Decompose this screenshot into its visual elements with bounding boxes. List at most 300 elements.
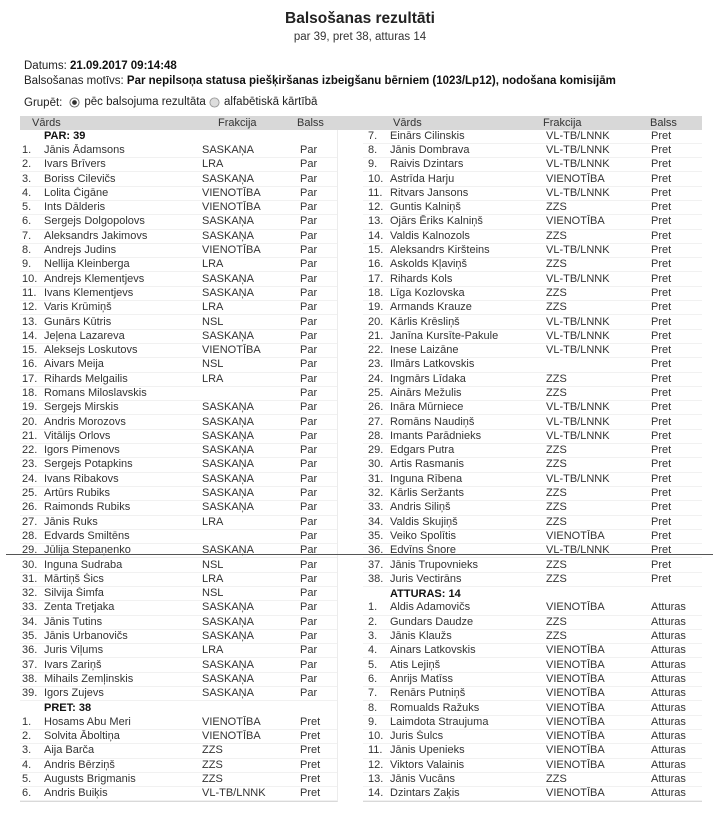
row-number: 18. (368, 286, 384, 299)
row-number: 1. (22, 143, 32, 156)
row-number: 17. (22, 372, 38, 385)
table-row (363, 430, 702, 444)
faction: VL-TB/LNNK (546, 415, 610, 428)
row-number: 16. (22, 358, 38, 371)
row-number: 2. (22, 730, 32, 743)
faction: VL-TB/LNNK (546, 244, 610, 257)
faction: SASKAŅA (202, 630, 254, 643)
member-name: Renārs Putniņš (390, 687, 466, 700)
table-header-right (363, 116, 702, 130)
table-row (363, 344, 702, 358)
table-row (20, 373, 337, 387)
vote-value: Par (300, 344, 318, 357)
faction: SASKAŅA (202, 472, 254, 485)
vote-value: Atturas (651, 744, 686, 757)
row-number: 5. (368, 658, 378, 671)
member-name: Sergejs Dolgopolovs (44, 215, 145, 228)
vote-value: Par (300, 429, 318, 442)
member-name: Romāns Naudiņš (390, 415, 475, 428)
table-row (363, 401, 702, 415)
member-name: Andris Siliņš (390, 501, 451, 514)
table-row (20, 330, 337, 344)
vote-value: Par (300, 529, 318, 542)
member-name: Rihards Melgailis (44, 372, 128, 385)
table-row (20, 573, 337, 587)
member-name: Lolita Čigāne (44, 186, 109, 199)
table-row (363, 630, 702, 644)
row-number: 21. (22, 429, 38, 442)
member-name: Jānis Trupovnieks (390, 558, 479, 571)
radio-icon[interactable] (209, 97, 220, 108)
table-row (20, 759, 337, 773)
table-row (20, 687, 337, 701)
table-row (20, 716, 337, 730)
page-break-line (6, 554, 713, 555)
table-row (20, 730, 337, 744)
table-row (363, 387, 702, 401)
faction: SASKAŅA (202, 143, 254, 156)
faction: SASKAŅA (202, 229, 254, 242)
table-row (20, 587, 337, 601)
row-number: 15. (368, 244, 384, 257)
table-row (363, 258, 702, 272)
faction: ZZS (546, 301, 567, 314)
table-header-band (20, 116, 702, 130)
vote-value: Par (300, 672, 318, 685)
table-row (363, 130, 702, 144)
vote-value: Atturas (651, 630, 686, 643)
member-name: Juris Viļums (44, 644, 104, 657)
member-name: Ivars Brīvers (44, 158, 106, 171)
table-row (363, 172, 702, 186)
motive-value: Par nepilsoņa statusa piešķiršanas izbeigšanu bērniem (1023/Lp12), nodošana komisijām (126, 75, 616, 87)
row-number: 12. (368, 201, 384, 214)
column-header-faction: Frakcija (543, 116, 582, 129)
vote-value: Pret (651, 272, 672, 285)
vote-value: Par (300, 515, 318, 528)
vote-value: Atturas (651, 658, 686, 671)
motive-line (24, 74, 720, 89)
date-line (24, 59, 720, 74)
date-label: Datums: (24, 60, 67, 72)
faction: ZZS (546, 229, 567, 242)
vote-value: Atturas (651, 715, 686, 728)
row-number: 31. (22, 572, 38, 585)
table-row (20, 130, 337, 144)
table-row (20, 387, 337, 401)
vote-value: Par (300, 572, 318, 585)
row-number: 4. (22, 186, 32, 199)
table-row (20, 473, 337, 487)
vote-value: Pret (300, 773, 321, 785)
row-number: 19. (368, 301, 384, 314)
row-number: 36. (22, 644, 38, 657)
faction: VL-TB/LNNK (546, 186, 610, 199)
member-name: PRET: 38 (44, 702, 92, 715)
member-name: PAR: 39 (44, 130, 86, 143)
faction: SASKAŅA (202, 687, 254, 700)
vote-value: Par (300, 644, 318, 657)
table-row (20, 172, 337, 186)
vote-value: Pret (651, 386, 672, 399)
vote-value: Par (300, 386, 318, 399)
member-name: Jānis Dombrava (390, 143, 470, 156)
faction: VIENOTĪBA (546, 758, 605, 771)
faction: ZZS (546, 372, 567, 385)
member-name: Jānis Tutins (44, 615, 103, 628)
faction: SASKAŅA (202, 172, 254, 185)
meta-block (24, 59, 720, 89)
member-name: Ivans Ribakovs (44, 472, 119, 485)
faction: VL-TB/LNNK (546, 143, 610, 156)
table-row (20, 601, 337, 615)
faction: SASKAŅA (202, 215, 254, 228)
vote-value: Atturas (651, 687, 686, 700)
faction: SASKAŅA (202, 487, 254, 500)
row-number: 10. (368, 172, 384, 185)
vote-value: Pret (651, 572, 672, 585)
vote-value: Pret (651, 458, 672, 471)
faction: ZZS (546, 487, 567, 500)
faction: ZZS (546, 458, 567, 471)
row-number: 2. (22, 158, 32, 171)
table-row (20, 258, 337, 272)
member-name: Augusts Brigmanis (44, 773, 136, 785)
vote-value: Par (300, 558, 318, 571)
faction: VIENOTĪBA (546, 744, 605, 757)
table-row (363, 716, 702, 730)
member-name: Armands Krauze (390, 301, 472, 314)
vote-value: Par (300, 358, 318, 371)
radio-option-label[interactable]: pēc balsojuma rezultāta (84, 96, 206, 108)
row-number: 29. (22, 544, 38, 557)
member-name: Anrijs Matīss (390, 672, 453, 685)
row-number: 1. (22, 715, 32, 728)
member-name: Inguna Rībena (390, 472, 463, 485)
table-row (363, 230, 702, 244)
member-name: Hosams Abu Meri (44, 715, 131, 728)
faction: SASKAŅA (202, 672, 254, 685)
group-by-radio-option[interactable] (209, 96, 317, 108)
row-number: 12. (368, 758, 384, 771)
vote-value: Pret (651, 429, 672, 442)
member-name: Rihards Kols (390, 272, 453, 285)
vote-value: Par (300, 587, 318, 600)
member-name: Andrejs Klementjevs (44, 272, 145, 285)
row-number: 13. (368, 773, 384, 785)
faction: LRA (202, 515, 224, 528)
faction: VIENOTĪBA (546, 172, 605, 185)
row-number: 7. (368, 687, 378, 700)
table-row (363, 573, 702, 587)
vote-value: Pret (651, 215, 672, 228)
faction: ZZS (546, 286, 567, 299)
faction: ZZS (546, 630, 567, 643)
row-number: 27. (368, 415, 384, 428)
table-row (363, 530, 702, 544)
row-number: 2. (368, 615, 378, 628)
vote-value: Par (300, 472, 318, 485)
faction: VL-TB/LNNK (546, 472, 610, 485)
table-row (363, 759, 702, 773)
member-name: Janīna Kursīte-Pakule (390, 329, 499, 342)
row-number: 20. (368, 315, 384, 328)
faction: VIENOTĪBA (546, 658, 605, 671)
member-name: Valdis Skujiņš (390, 515, 458, 528)
faction: SASKAŅA (202, 429, 254, 442)
member-name: Imants Parādnieks (390, 429, 482, 442)
faction: VL-TB/LNNK (546, 329, 610, 342)
row-number: 6. (22, 215, 32, 228)
faction: ZZS (546, 773, 567, 785)
vote-value: Par (300, 186, 318, 199)
member-name: Aivars Meija (44, 358, 104, 371)
member-name: Inguna Sudraba (44, 558, 123, 571)
row-number: 37. (22, 658, 38, 671)
table-row (363, 673, 702, 687)
member-name: Gunārs Kūtris (44, 315, 112, 328)
vote-value: Par (300, 244, 318, 257)
row-number: 8. (22, 244, 32, 257)
vote-value: Par (300, 329, 318, 342)
row-number: 5. (22, 773, 32, 785)
vote-value: Par (300, 258, 318, 271)
table-row (20, 744, 337, 758)
row-number: 25. (22, 487, 38, 500)
table-row (20, 701, 337, 715)
vote-value: Pret (651, 487, 672, 500)
faction: VL-TB/LNNK (546, 315, 610, 328)
faction: VIENOTĪBA (546, 644, 605, 657)
member-name: Jānis Ādamsons (44, 143, 125, 156)
table-row (20, 144, 337, 158)
group-by-radio-option[interactable] (69, 96, 205, 108)
vote-value: Pret (651, 186, 672, 199)
group-by-label: Grupēt: (24, 97, 63, 110)
vote-value: Atturas (651, 672, 686, 685)
row-number: 39. (22, 687, 38, 700)
table-row (363, 687, 702, 701)
table-row (363, 516, 702, 530)
row-number: 23. (368, 358, 384, 371)
table-row (363, 658, 702, 672)
member-name: Artūrs Rubiks (44, 487, 111, 500)
faction: SASKAŅA (202, 444, 254, 457)
table-row (20, 301, 337, 315)
table-row (363, 787, 702, 801)
faction: SASKAŅA (202, 415, 254, 428)
table-row (20, 673, 337, 687)
vote-value: Par (300, 158, 318, 171)
table-row (20, 430, 337, 444)
row-number: 11. (22, 286, 37, 299)
faction: ZZS (546, 515, 567, 528)
table-row (363, 587, 702, 601)
row-number: 19. (22, 401, 38, 414)
vote-value: Pret (651, 244, 672, 257)
row-number: 6. (368, 672, 378, 685)
row-number: 29. (368, 444, 384, 457)
row-number: 34. (22, 615, 38, 628)
table-row (20, 444, 337, 458)
member-name: Solvita Āboltiņa (44, 730, 120, 743)
row-number: 13. (22, 315, 38, 328)
row-number: 8. (368, 701, 378, 714)
vote-value: Par (300, 415, 318, 428)
faction: VIENOTĪBA (546, 687, 605, 700)
table-row (20, 401, 337, 415)
table-row (363, 144, 702, 158)
table-row (20, 272, 337, 286)
date-value: 21.09.2017 09:14:48 (70, 60, 177, 72)
member-name: Raivis Dzintars (390, 158, 464, 171)
member-name: Jānis Vucāns (390, 773, 456, 785)
faction: VL-TB/LNNK (546, 129, 610, 142)
row-number: 17. (368, 272, 384, 285)
faction: SASKAŅA (202, 601, 254, 614)
vote-value: Par (300, 630, 318, 643)
member-name: ATTURAS: 14 (390, 587, 461, 600)
member-name: Jānis Upenieks (390, 744, 465, 757)
member-name: Ojārs Ēriks Kalniņš (390, 215, 483, 228)
vote-value: Pret (651, 344, 672, 357)
table-row (20, 530, 337, 544)
vote-value: Pret (651, 501, 672, 514)
vote-summary: par 39, pret 38, atturas 14 (293, 31, 427, 43)
faction: VL-TB/LNNK (202, 787, 266, 800)
table-row (20, 516, 337, 530)
faction: LRA (202, 158, 224, 171)
vote-value: Pret (651, 401, 672, 414)
table-row (20, 315, 337, 329)
row-number: 8. (368, 143, 378, 156)
faction: ZZS (546, 615, 567, 628)
row-number: 38. (368, 572, 384, 585)
vote-value: Par (300, 658, 318, 671)
faction: VL-TB/LNNK (546, 344, 610, 357)
vote-value: Pret (300, 730, 321, 743)
vote-value: Atturas (651, 730, 686, 743)
table-row (20, 287, 337, 301)
member-name: Ivars Zariņš (44, 658, 102, 671)
row-number: 35. (22, 630, 38, 643)
row-number: 11. (368, 186, 383, 199)
table-row (363, 730, 702, 744)
faction: VIENOTĪBA (202, 344, 261, 357)
vote-value: Pret (300, 715, 321, 728)
row-number: 27. (22, 515, 38, 528)
table-row (20, 415, 337, 429)
member-name: Kārlis Krēsliņš (390, 315, 460, 328)
vote-value: Pret (651, 286, 672, 299)
vote-value: Atturas (651, 644, 686, 657)
vote-value: Atturas (651, 615, 686, 628)
member-name: Guntis Kalniņš (390, 201, 461, 214)
row-number: 12. (22, 301, 38, 314)
member-name: Veiko Spolītis (390, 529, 457, 542)
row-number: 20. (22, 415, 38, 428)
table-row (363, 315, 702, 329)
faction: ZZS (546, 201, 567, 214)
table-row (20, 215, 337, 229)
vote-value: Par (300, 301, 318, 314)
member-name: Ritvars Jansons (390, 186, 469, 199)
vote-value: Par (300, 401, 318, 414)
vote-value: Pret (651, 129, 672, 142)
member-name: Ainārs Mežulis (390, 386, 462, 399)
table-row (20, 658, 337, 672)
radio-option-label[interactable]: alfabētiskā kārtībā (224, 96, 318, 108)
faction: LRA (202, 372, 224, 385)
member-name: Mārtiņš Šics (44, 572, 104, 585)
row-number: 18. (22, 386, 38, 399)
faction: VIENOTĪBA (546, 529, 605, 542)
faction: ZZS (546, 258, 567, 271)
row-number: 4. (22, 758, 32, 771)
table-row (20, 201, 337, 215)
table-row (20, 773, 337, 787)
vote-value: Pret (651, 544, 672, 557)
faction: ZZS (546, 444, 567, 457)
vote-value: Par (300, 172, 318, 185)
table-header-left (20, 116, 338, 130)
vote-value: Atturas (651, 787, 686, 800)
row-number: 22. (22, 444, 38, 457)
faction: LRA (202, 644, 224, 657)
table-row (20, 501, 337, 515)
table-row (20, 458, 337, 472)
table-row (363, 444, 702, 458)
row-number: 3. (22, 172, 32, 185)
member-name: Atis Lejiņš (390, 658, 441, 671)
faction: ZZS (546, 386, 567, 399)
vote-value: Atturas (651, 773, 686, 785)
row-number: 38. (22, 672, 38, 685)
member-name: Mihails Zemļinskis (44, 672, 134, 685)
faction: SASKAŅA (202, 272, 254, 285)
member-name: Aldis Adamovičs (390, 601, 471, 614)
faction: NSL (202, 315, 224, 328)
row-number: 13. (368, 215, 384, 228)
row-number: 24. (22, 472, 38, 485)
faction: VIENOTĪBA (546, 672, 605, 685)
faction: VL-TB/LNNK (546, 401, 610, 414)
table-row (20, 487, 337, 501)
member-name: Gundars Daudze (390, 615, 474, 628)
row-number: 9. (22, 258, 32, 271)
member-name: Jūlija Stepaņenko (44, 544, 131, 557)
vote-value: Pret (651, 372, 672, 385)
vote-value: Pret (300, 787, 321, 800)
member-name: Ilmārs Latkovskis (390, 358, 475, 371)
table-row (20, 230, 337, 244)
column-header-vote: Balss (650, 116, 677, 129)
table-row (363, 330, 702, 344)
faction: SASKAŅA (202, 544, 254, 557)
member-name: Juris Šulcs (390, 730, 444, 743)
member-name: Juris Vectirāns (390, 572, 462, 585)
faction: SASKAŅA (202, 615, 254, 628)
vote-value: Par (300, 215, 318, 228)
faction: LRA (202, 258, 224, 271)
table-row (363, 701, 702, 715)
table-row (20, 158, 337, 172)
table-row (20, 787, 337, 801)
member-name: Edvīns Šnore (390, 544, 457, 557)
member-name: Artis Rasmanis (390, 458, 464, 471)
member-name: Raimonds Rubiks (44, 501, 131, 514)
radio-icon[interactable] (69, 97, 80, 108)
